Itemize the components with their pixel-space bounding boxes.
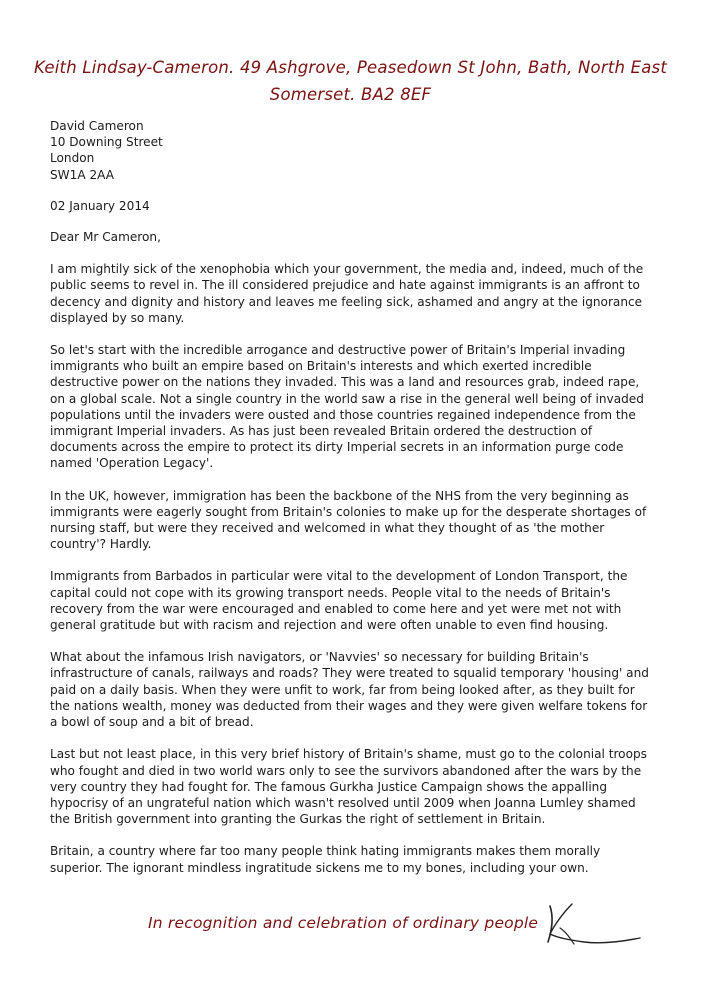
letter-body <box>50 118 655 876</box>
paragraph: So let's start with the incredible arrogance and destructive power of Britain's Imperial invading immigrants who built an empire based on Britain's interests and which exerted incredible destructive power on the nations they invaded. This was a land and resources grab, indeed rape, on a global scale. Not a single country in the world saw a rise in the general well being of invaded populations until the invaders were ousted and those countries regained independence from the immigrant Imperial invaders. As has just been revealed Britain ordered the destruction of documents across the empire to protect its dirty Imperial secrets in an information purge code named 'Operation Legacy'. <box>50 343 644 471</box>
signature-icon <box>540 898 650 948</box>
salutation: Dear Mr Cameron, <box>50 230 161 245</box>
footer-tagline: In recognition and celebration of ordinary people <box>148 914 539 932</box>
recipient-street: 10 Downing Street <box>50 135 163 150</box>
letter-date: 02 January 2014 <box>50 198 150 213</box>
recipient-name: David Cameron <box>50 119 144 133</box>
recipient-postcode: SW1A 2AA <box>50 167 115 182</box>
paragraph: Last but not least place, in this very brief history of Britain's shame, must go to the colonial troops who fought and died in two world wars only to see the survivors abandoned after the wars by the very country they had fought for. The famous Gurkha Justice Campaign shows the appalling hypocrisy of an ungrateful nation which wasn't resolved until 2009 when Joanna Lumley shamed the British government into granting the Gurkas the right of settlement in Britain. <box>50 747 647 827</box>
recipient-city: London <box>50 151 95 166</box>
paragraph: In the UK, however, immigration has been the backbone of the NHS from the very beginning as immigrants were eagerly sought from Britain's colonies to make up for the desperate shortages of nursing staff, but were they received and welcomed in what they thought of as 'the mother country'? Hardly. <box>50 488 647 552</box>
letterhead-line-1: Keith Lindsay-Cameron. 49 Ashgrove, Peasedown St John, Bath, North East <box>33 58 668 77</box>
letterhead <box>30 54 671 108</box>
letterhead-line-2: Somerset. BA2 8EF <box>269 85 432 104</box>
paragraph: Immigrants from Barbados in particular were vital to the development of London Transport, the capital could not cope with its growing transport needs. People vital to the needs of Britain's recovery from the war were encouraged and enabled to come here and yet were met not with general gratitude but with racism and rejection and were often unable to even find housing. <box>50 569 628 633</box>
recipient-address <box>50 118 655 183</box>
paragraph: What about the infamous Irish navigators, or 'Navvies' so necessary for building Britain's infrastructure of canals, railways and roads? They were treated to squalid temporary 'housing' and paid on a daily basis. When they were unfit to work, far from being looked after, as they built for the nations wealth, money was deducted from their wages and they were given welfare tokens for a bowl of soup and a bit of bread. <box>50 650 649 730</box>
paragraph: Britain, a country where far too many people think hating immigrants makes them morally superior. The ignorant mindless ingratitude sickens me to my bones, including your own. <box>50 844 601 875</box>
paragraph: I am mightily sick of the xenophobia which your government, the media and, indeed, much of the public seems to revel in. The ill considered prejudice and hate against immigrants is an affront to decency and dignity and history and leaves me feeling sick, ashamed and angry at the ignorance displayed by so many. <box>50 262 644 325</box>
